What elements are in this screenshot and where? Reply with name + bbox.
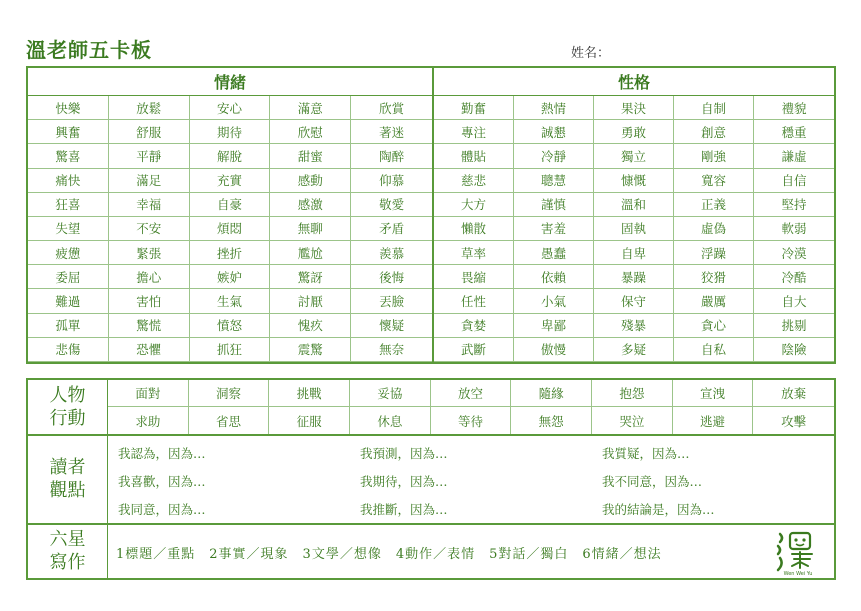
emotion-cell: 仰慕 [351, 169, 432, 193]
trait-cell: 體貼 [434, 144, 514, 168]
trait-cell: 大方 [434, 193, 514, 217]
emotion-cell: 期待 [190, 120, 271, 144]
trait-cell: 謹慎 [514, 193, 594, 217]
reader-phrase: 我期待，因為… [360, 474, 448, 489]
emotion-cell: 緊張 [109, 241, 190, 265]
emotion-cell: 感激 [270, 193, 351, 217]
emotion-cell: 悲傷 [28, 338, 109, 362]
trait-cell: 保守 [594, 289, 674, 313]
trait-cell: 冷漠 [754, 241, 834, 265]
action-cell: 挑戰 [269, 380, 350, 407]
emotion-cell: 無奈 [351, 338, 432, 362]
trait-cell: 熱情 [514, 96, 594, 120]
emotion-cell: 憤怒 [190, 314, 271, 338]
emotion-cell: 滿意 [270, 96, 351, 120]
emotion-cell: 興奮 [28, 120, 109, 144]
trait-cell: 創意 [674, 120, 754, 144]
emotion-cell: 委屈 [28, 265, 109, 289]
trait-cell: 自私 [674, 338, 754, 362]
action-cell: 洞察 [189, 380, 270, 407]
trait-cell: 貪心 [674, 314, 754, 338]
emotion-cell: 難過 [28, 289, 109, 313]
trait-cell: 謙虛 [754, 144, 834, 168]
trait-cell: 溫和 [594, 193, 674, 217]
action-cell: 妥協 [350, 380, 431, 407]
trait-cell: 固執 [594, 217, 674, 241]
emotion-cell: 驚訝 [270, 265, 351, 289]
emotion-cell: 安心 [190, 96, 271, 120]
action-cell: 攻擊 [781, 413, 807, 429]
actions-grid [108, 380, 834, 434]
emotion-cell: 害怕 [109, 289, 190, 313]
trait-cell: 小氣 [514, 289, 594, 313]
reader-phrase: 我喜歡，因為… [118, 474, 206, 489]
six-star-label [28, 524, 108, 578]
emotion-cell: 驚慌 [109, 314, 190, 338]
six-star-label-line1: 六星 [49, 529, 86, 550]
action-cell: 放空 [431, 380, 512, 407]
trait-cell: 傲慢 [514, 338, 594, 362]
trait-cell: 專注 [434, 120, 514, 144]
reader-label-line2: 觀點 [49, 480, 86, 501]
emotion-cell: 懷疑 [351, 314, 432, 338]
emotions-header: 情緒 [28, 68, 432, 96]
trait-cell: 依賴 [514, 265, 594, 289]
emotion-cell: 嫉妒 [190, 265, 271, 289]
trait-cell: 軟弱 [754, 217, 834, 241]
trait-cell: 卑鄙 [514, 314, 594, 338]
reader-phrase: 我同意，因為… [118, 502, 206, 517]
emotion-cell: 擔心 [109, 265, 190, 289]
emotion-cell: 愧疚 [270, 314, 351, 338]
emotion-cell: 敬愛 [351, 193, 432, 217]
traits-header: 性格 [434, 68, 834, 96]
trait-cell: 誠懇 [514, 120, 594, 144]
trait-cell: 狡猾 [674, 265, 754, 289]
emotion-cell: 挫折 [190, 241, 271, 265]
trait-cell: 多疑 [594, 338, 674, 362]
emotion-cell: 不安 [109, 217, 190, 241]
actions-label-line2: 行動 [49, 408, 86, 429]
page-title: 溫老師五卡板 [26, 38, 152, 62]
emotion-cell: 驚喜 [28, 144, 109, 168]
reader-phrase: 我預測，因為… [360, 446, 448, 461]
emotion-trait-table [26, 66, 836, 364]
emotion-cell: 幸福 [109, 193, 190, 217]
reader-phrase: 我推斷，因為… [360, 502, 448, 517]
six-star-steps: 1標題／重點 2事實／現象 3文學／想像 4動作／表情 5對話／獨白 6情緒／想法 [116, 547, 662, 562]
emotion-cell: 煩悶 [190, 217, 271, 241]
trait-cell: 慈悲 [434, 169, 514, 193]
action-cell: 面對 [108, 380, 189, 407]
trait-cell: 自大 [754, 289, 834, 313]
emotion-cell: 感動 [270, 169, 351, 193]
trait-cell: 果決 [594, 96, 674, 120]
emotion-cell: 舒服 [109, 120, 190, 144]
emotion-cell: 恐懼 [109, 338, 190, 362]
emotion-cell: 著迷 [351, 120, 432, 144]
actions-label [28, 380, 108, 434]
trait-cell: 陰險 [754, 338, 834, 362]
trait-cell: 懶散 [434, 217, 514, 241]
emotion-cell: 平靜 [109, 144, 190, 168]
emotion-cell: 討厭 [270, 289, 351, 313]
emotion-cell: 羨慕 [351, 241, 432, 265]
trait-cell: 挑剔 [754, 314, 834, 338]
trait-cell: 害羞 [514, 217, 594, 241]
emotion-cell: 欣賞 [351, 96, 432, 120]
reader-phrase: 我的結論是，因為… [602, 502, 715, 517]
traits-grid [434, 96, 834, 362]
reader-phrase: 我不同意，因為… [602, 474, 703, 489]
trait-cell: 聰慧 [514, 169, 594, 193]
reader-label-line1: 讀者 [49, 457, 86, 478]
emotion-cell: 丟臉 [351, 289, 432, 313]
action-cell: 隨緣 [511, 380, 592, 407]
trait-cell: 浮躁 [674, 241, 754, 265]
writing-tools-table [26, 378, 836, 580]
actions-label-line1: 人物 [49, 385, 86, 406]
action-cell: 等待 [431, 407, 512, 434]
row-divider [28, 523, 834, 525]
emotion-cell: 充實 [190, 169, 271, 193]
action-cell: 省思 [189, 407, 270, 434]
emotion-cell: 震驚 [270, 338, 351, 362]
brand-logo [774, 528, 822, 576]
trait-cell: 草率 [434, 241, 514, 265]
trait-cell: 寬容 [674, 169, 754, 193]
logo-text: Wen Wei Yu [783, 571, 813, 576]
trait-cell: 剛強 [674, 144, 754, 168]
emotions-grid [28, 96, 432, 362]
emotion-cell: 解脫 [190, 144, 271, 168]
action-cell: 休息 [350, 407, 431, 434]
trait-cell: 貪婪 [434, 314, 514, 338]
reader-phrase: 我認為，因為… [118, 446, 206, 461]
emotion-cell: 快樂 [28, 96, 109, 120]
trait-cell: 穩重 [754, 120, 834, 144]
trait-cell: 正義 [674, 193, 754, 217]
emotion-cell: 孤單 [28, 314, 109, 338]
action-cell: 求助 [108, 407, 189, 434]
emotion-cell: 抓狂 [190, 338, 271, 362]
emotion-cell: 狂喜 [28, 193, 109, 217]
trait-cell: 任性 [434, 289, 514, 313]
action-cell: 宣洩 [673, 380, 754, 407]
action-cell: 無怨 [511, 407, 592, 434]
trait-cell: 禮貌 [754, 96, 834, 120]
trait-cell: 勤奮 [434, 96, 514, 120]
six-star-label-line2: 寫作 [49, 552, 86, 573]
trait-cell: 冷靜 [514, 144, 594, 168]
action-cell: 抱怨 [592, 380, 673, 407]
trait-cell: 冷酷 [754, 265, 834, 289]
emotion-cell: 甜蜜 [270, 144, 351, 168]
emotion-cell: 失望 [28, 217, 109, 241]
emotion-cell: 無聊 [270, 217, 351, 241]
trait-cell: 暴躁 [594, 265, 674, 289]
emotion-cell: 痛快 [28, 169, 109, 193]
trait-cell: 武斷 [434, 338, 514, 362]
emotion-cell: 尷尬 [270, 241, 351, 265]
trait-cell: 自制 [674, 96, 754, 120]
emotion-cell: 後悔 [351, 265, 432, 289]
action-cell: 哭泣 [592, 407, 673, 434]
trait-cell: 慷慨 [594, 169, 674, 193]
emotion-cell: 欣慰 [270, 120, 351, 144]
emotion-cell: 放鬆 [109, 96, 190, 120]
trait-cell: 勇敢 [594, 120, 674, 144]
trait-cell: 自信 [754, 169, 834, 193]
action-cell: 放棄 [753, 380, 834, 407]
trait-cell: 殘暴 [594, 314, 674, 338]
action-cell: 逃避 [673, 407, 754, 434]
trait-cell: 自卑 [594, 241, 674, 265]
action-cell: 征服 [269, 407, 350, 434]
row-divider [28, 434, 834, 436]
trait-cell: 堅持 [754, 193, 834, 217]
reader-label [28, 435, 108, 523]
trait-cell: 嚴厲 [674, 289, 754, 313]
reader-phrase: 我質疑，因為… [602, 446, 690, 461]
emotion-cell: 陶醉 [351, 144, 432, 168]
emotion-cell: 滿足 [109, 169, 190, 193]
trait-cell: 獨立 [594, 144, 674, 168]
trait-cell: 虛偽 [674, 217, 754, 241]
trait-cell: 畏縮 [434, 265, 514, 289]
name-label: 姓名： [571, 46, 611, 61]
emotion-cell: 自豪 [190, 193, 271, 217]
emotion-cell: 疲憊 [28, 241, 109, 265]
emotion-cell: 矛盾 [351, 217, 432, 241]
emotion-cell: 生氣 [190, 289, 271, 313]
trait-cell: 愚蠢 [514, 241, 594, 265]
